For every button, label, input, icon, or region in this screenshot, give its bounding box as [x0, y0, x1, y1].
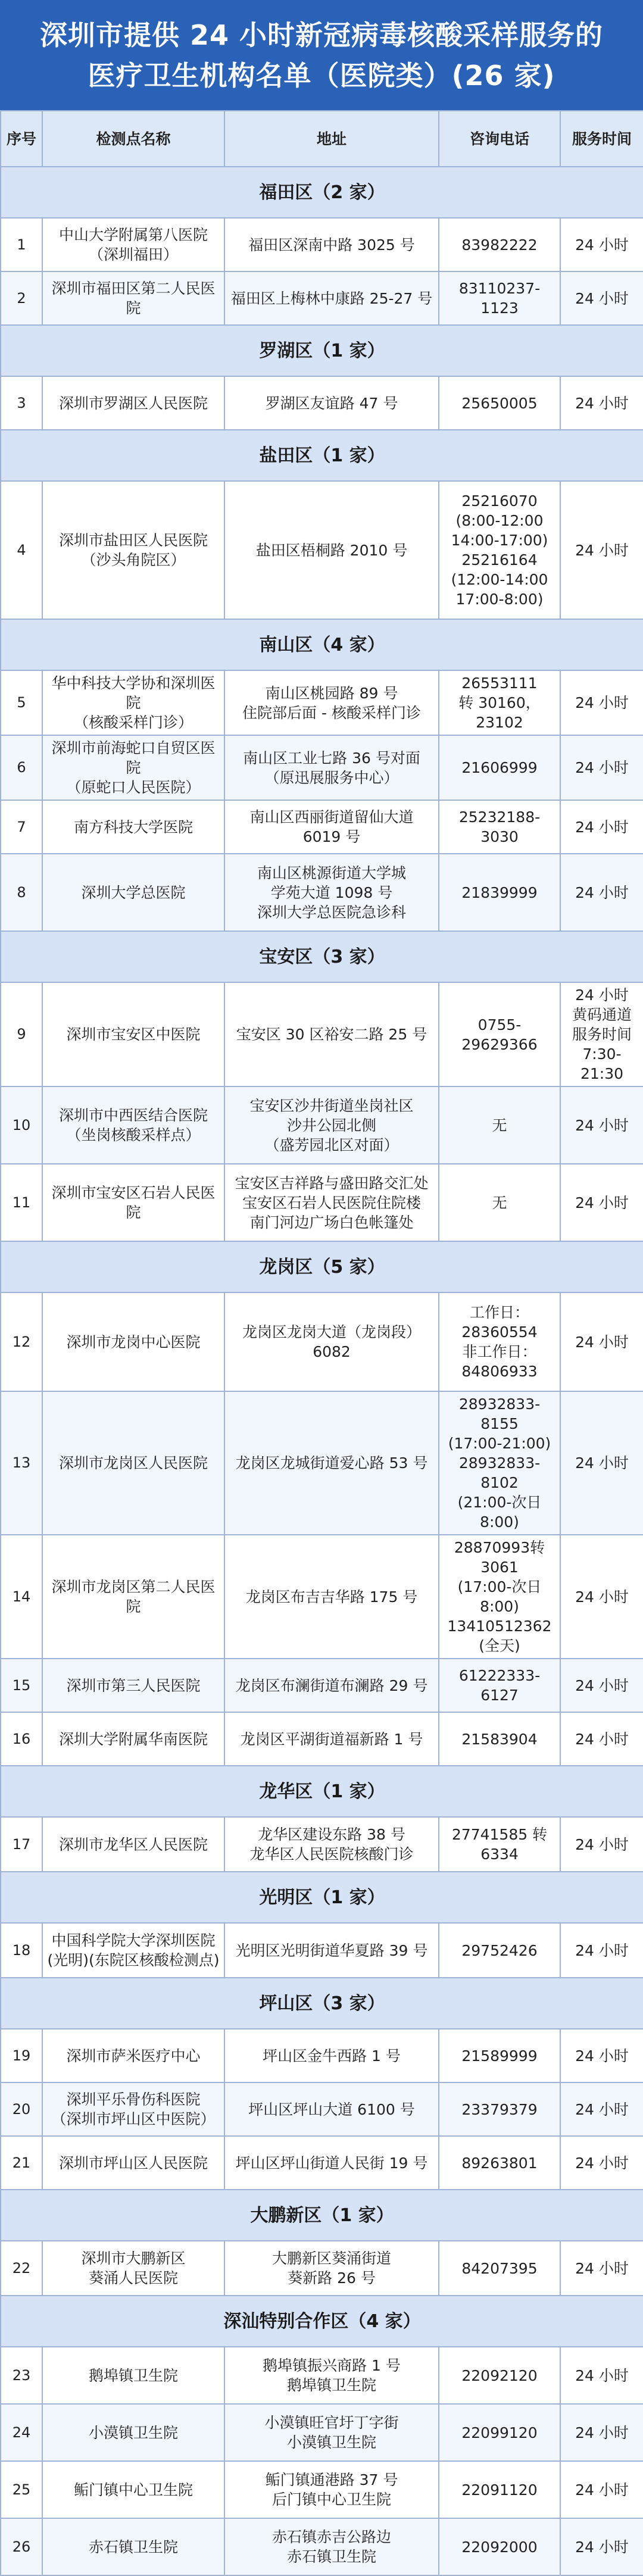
site-phone: 工作日： 28360554 非工作日： 84806933 — [439, 1292, 560, 1391]
site-name: 深圳平乐骨伤科医院 （深圳市坪山区中医院） — [42, 2082, 224, 2136]
header-address: 地址 — [224, 111, 439, 167]
row-index: 11 — [1, 1164, 42, 1241]
header-index: 序号 — [1, 111, 42, 167]
site-address: 龙岗区布澜街道布澜路 29 号 — [224, 1659, 439, 1712]
site-name: 中国科学院大学深圳医院 (光明)(东院区核酸检测点) — [42, 1923, 224, 1978]
header-phone: 咨询电话 — [439, 111, 560, 167]
table-row — [1, 854, 643, 931]
row-index: 20 — [1, 2082, 42, 2136]
site-phone: 83982222 — [439, 218, 560, 271]
row-index: 1 — [1, 218, 42, 271]
site-address: 龙岗区龙城街道爱心路 53 号 — [224, 1391, 439, 1535]
site-name: 深圳市坪山区人民医院 — [42, 2136, 224, 2190]
site-name: 深圳市福田区第二人民医院 — [42, 271, 224, 325]
district-label: 盐田区（1 家） — [1, 430, 643, 481]
site-name: 深圳市宝安区中医院 — [42, 982, 224, 1086]
row-index: 6 — [1, 735, 42, 800]
table-row — [1, 376, 643, 430]
site-phone: 84207395 — [439, 2241, 560, 2296]
service-time: 24 小时 — [560, 670, 643, 735]
district-label: 光明区（1 家） — [1, 1872, 643, 1923]
site-address: 福田区深南中路 3025 号 — [224, 218, 439, 271]
site-address: 宝安区沙井街道坐岗社区 沙井公园北侧 （盛芳园北区对面） — [224, 1086, 439, 1164]
site-phone: 21839999 — [439, 854, 560, 931]
service-time: 24 小时 — [560, 376, 643, 430]
site-address: 坪山区坪山街道人民街 19 号 — [224, 2136, 439, 2190]
site-address: 南山区工业七路 36 号对面 （原迅展服务中心） — [224, 735, 439, 800]
service-time: 24 小时 — [560, 2082, 643, 2136]
service-time: 24 小时 — [560, 735, 643, 800]
service-time: 24 小时 — [560, 2404, 643, 2461]
site-address: 大鹏新区葵涌街道 葵新路 26 号 — [224, 2241, 439, 2296]
row-index: 12 — [1, 1292, 42, 1391]
district-label: 深汕特别合作区（4 家） — [1, 2296, 643, 2347]
service-time: 24 小时 — [560, 1659, 643, 1712]
district-row — [1, 2296, 643, 2347]
site-phone: 28932833-8155 (17:00-21:00) 28932833-8102 (21:00-次日8:00) — [439, 1391, 560, 1535]
title-banner — [0, 0, 643, 110]
district-row — [1, 619, 643, 670]
site-phone: 21583904 — [439, 1712, 560, 1766]
table-row — [1, 1659, 643, 1712]
site-phone: 无 — [439, 1086, 560, 1164]
site-address: 坪山区金牛西路 1 号 — [224, 2029, 439, 2082]
row-index: 15 — [1, 1659, 42, 1712]
service-time: 24 小时 — [560, 1712, 643, 1766]
site-phone: 22092000 — [439, 2518, 560, 2575]
service-time: 24 小时 — [560, 218, 643, 271]
site-name: 赤石镇卫生院 — [42, 2518, 224, 2575]
row-index: 22 — [1, 2241, 42, 2296]
table-row — [1, 271, 643, 325]
site-name: 深圳市中西医结合医院 （坐岗核酸采样点） — [42, 1086, 224, 1164]
service-time: 24 小时 — [560, 1923, 643, 1978]
district-row — [1, 931, 643, 982]
site-name: 深圳市盐田区人民医院 （沙头角院区） — [42, 481, 224, 619]
table-row — [1, 2241, 643, 2296]
table-row — [1, 1086, 643, 1164]
table-row — [1, 2136, 643, 2190]
site-address: 罗湖区友谊路 47 号 — [224, 376, 439, 430]
district-row — [1, 2190, 643, 2241]
row-index: 24 — [1, 2404, 42, 2461]
service-time: 24 小时 — [560, 481, 643, 619]
site-address: 鹅埠镇振兴商路 1 号 鹅埠镇卫生院 — [224, 2347, 439, 2404]
site-address: 龙华区建设东路 38 号 龙华区人民医院核酸门诊 — [224, 1817, 439, 1872]
header-row — [1, 111, 643, 167]
row-index: 17 — [1, 1817, 42, 1872]
service-time: 24 小时 — [560, 2029, 643, 2082]
table-row — [1, 1391, 643, 1535]
site-address: 鲘门镇通港路 37 号 后门镇中心卫生院 — [224, 2461, 439, 2518]
table-row — [1, 670, 643, 735]
table-row — [1, 2347, 643, 2404]
district-row — [1, 1978, 643, 2029]
district-row — [1, 1241, 643, 1292]
service-time: 24 小时 — [560, 2461, 643, 2518]
site-phone: 25216070 (8:00-12:00 14:00-17:00) 25216164 (12:00-14:00 17:00-8:00) — [439, 481, 560, 619]
title-line-2: 医疗卫生机构名单（医院类）(26 家) — [88, 59, 555, 92]
site-name: 深圳大学附属华南医院 — [42, 1712, 224, 1766]
row-index: 16 — [1, 1712, 42, 1766]
site-name: 鹅埠镇卫生院 — [42, 2347, 224, 2404]
row-index: 18 — [1, 1923, 42, 1978]
site-phone: 21589999 — [439, 2029, 560, 2082]
row-index: 7 — [1, 800, 42, 854]
service-time: 24 小时 — [560, 854, 643, 931]
row-index: 3 — [1, 376, 42, 430]
row-index: 23 — [1, 2347, 42, 2404]
service-time: 24 小时 黄码通道 服务时间 7:30-21:30 — [560, 982, 643, 1086]
site-phone: 29752426 — [439, 1923, 560, 1978]
row-index: 14 — [1, 1535, 42, 1659]
site-phone: 22099120 — [439, 2404, 560, 2461]
site-phone: 27741585 转 6334 — [439, 1817, 560, 1872]
site-address: 光明区光明街道华夏路 39 号 — [224, 1923, 439, 1978]
site-phone: 89263801 — [439, 2136, 560, 2190]
table-row — [1, 1923, 643, 1978]
site-address: 赤石镇赤吉公路边 赤石镇卫生院 — [224, 2518, 439, 2575]
site-address: 龙岗区平湖街道福新路 1 号 — [224, 1712, 439, 1766]
table-row — [1, 800, 643, 854]
site-phone: 28870993转3061 (17:00-次日8:00) 13410512362 (全天) — [439, 1535, 560, 1659]
site-phone: 22091120 — [439, 2461, 560, 2518]
site-name: 深圳市萨米医疗中心 — [42, 2029, 224, 2082]
table-row — [1, 735, 643, 800]
site-phone: 无 — [439, 1164, 560, 1241]
site-phone: 23379379 — [439, 2082, 560, 2136]
site-address: 南山区桃园路 89 号 住院部后面 - 核酸采样门诊 — [224, 670, 439, 735]
district-label: 大鹏新区（1 家） — [1, 2190, 643, 2241]
district-label: 龙华区（1 家） — [1, 1766, 643, 1817]
table-row — [1, 1535, 643, 1659]
table-row — [1, 218, 643, 271]
row-index: 19 — [1, 2029, 42, 2082]
district-label: 宝安区（3 家） — [1, 931, 643, 982]
site-phone: 25650005 — [439, 376, 560, 430]
site-phone: 26553111 转 30160，23102 — [439, 670, 560, 735]
row-index: 2 — [1, 271, 42, 325]
service-time: 24 小时 — [560, 2518, 643, 2575]
header-name: 检测点名称 — [42, 111, 224, 167]
row-index: 9 — [1, 982, 42, 1086]
table-row — [1, 1817, 643, 1872]
table-row — [1, 1292, 643, 1391]
district-row — [1, 1766, 643, 1817]
site-address: 宝安区吉祥路与盛田路交汇处 宝安区石岩人民医院住院楼 南门河边广场白色帐篷处 — [224, 1164, 439, 1241]
site-phone: 25232188-3030 — [439, 800, 560, 854]
site-address: 小漠镇旺官圩丁字街 小漠镇卫生院 — [224, 2404, 439, 2461]
district-label: 福田区（2 家） — [1, 167, 643, 218]
table-row — [1, 982, 643, 1086]
table-body — [1, 167, 643, 2575]
service-time: 24 小时 — [560, 800, 643, 854]
table-row — [1, 1712, 643, 1766]
row-index: 4 — [1, 481, 42, 619]
row-index: 25 — [1, 2461, 42, 2518]
site-address: 福田区上梅林中康路 25-27 号 — [224, 271, 439, 325]
service-time: 24 小时 — [560, 1292, 643, 1391]
site-phone: 61222333-6127 — [439, 1659, 560, 1712]
site-name: 南方科技大学医院 — [42, 800, 224, 854]
row-index: 21 — [1, 2136, 42, 2190]
district-row — [1, 167, 643, 218]
district-label: 龙岗区（5 家） — [1, 1241, 643, 1292]
site-address: 龙岗区龙岗大道（龙岗段）6082 — [224, 1292, 439, 1391]
table-row — [1, 2461, 643, 2518]
district-row — [1, 325, 643, 376]
site-name: 深圳大学总医院 — [42, 854, 224, 931]
site-name: 深圳市第三人民医院 — [42, 1659, 224, 1712]
site-phone: 83110237-1123 — [439, 271, 560, 325]
table-row — [1, 2082, 643, 2136]
site-address: 南山区桃源街道大学城 学苑大道 1098 号 深圳大学总医院急诊科 — [224, 854, 439, 931]
table-row — [1, 2029, 643, 2082]
service-time: 24 小时 — [560, 1164, 643, 1241]
site-name: 深圳市前海蛇口自贸区医院 （原蛇口人民医院） — [42, 735, 224, 800]
site-name: 深圳市龙岗区第二人民医院 — [42, 1535, 224, 1659]
row-index: 8 — [1, 854, 42, 931]
service-time: 24 小时 — [560, 1817, 643, 1872]
table-row — [1, 1164, 643, 1241]
row-index: 10 — [1, 1086, 42, 1164]
district-label: 南山区（4 家） — [1, 619, 643, 670]
table-row — [1, 481, 643, 619]
district-label: 坪山区（3 家） — [1, 1978, 643, 2029]
site-name: 深圳市罗湖区人民医院 — [42, 376, 224, 430]
hospital-table — [0, 110, 643, 2576]
site-phone: 21606999 — [439, 735, 560, 800]
site-name: 华中科技大学协和深圳医院 （核酸采样门诊） — [42, 670, 224, 735]
header-time: 服务时间 — [560, 111, 643, 167]
site-name: 鲘门镇中心卫生院 — [42, 2461, 224, 2518]
service-time: 24 小时 — [560, 2136, 643, 2190]
row-index: 5 — [1, 670, 42, 735]
district-row — [1, 1872, 643, 1923]
row-index: 13 — [1, 1391, 42, 1535]
service-time: 24 小时 — [560, 1391, 643, 1535]
site-address: 盐田区梧桐路 2010 号 — [224, 481, 439, 619]
service-time: 24 小时 — [560, 1086, 643, 1164]
title-line-1: 深圳市提供 24 小时新冠病毒核酸采样服务的 — [39, 18, 604, 51]
site-name: 深圳市龙华区人民医院 — [42, 1817, 224, 1872]
district-label: 罗湖区（1 家） — [1, 325, 643, 376]
site-address: 龙岗区布吉吉华路 175 号 — [224, 1535, 439, 1659]
service-time: 24 小时 — [560, 1535, 643, 1659]
site-name: 深圳市龙岗中心医院 — [42, 1292, 224, 1391]
site-phone: 0755-29629366 — [439, 982, 560, 1086]
service-time: 24 小时 — [560, 2241, 643, 2296]
table-row — [1, 2404, 643, 2461]
site-phone: 22092120 — [439, 2347, 560, 2404]
site-address: 坪山区坪山大道 6100 号 — [224, 2082, 439, 2136]
site-name: 深圳市宝安区石岩人民医院 — [42, 1164, 224, 1241]
service-time: 24 小时 — [560, 271, 643, 325]
site-name: 小漠镇卫生院 — [42, 2404, 224, 2461]
service-time: 24 小时 — [560, 2347, 643, 2404]
site-address: 宝安区 30 区裕安二路 25 号 — [224, 982, 439, 1086]
row-index: 26 — [1, 2518, 42, 2575]
site-address: 南山区西丽街道留仙大道 6019 号 — [224, 800, 439, 854]
site-name: 深圳市龙岗区人民医院 — [42, 1391, 224, 1535]
site-name: 深圳市大鹏新区 葵涌人民医院 — [42, 2241, 224, 2296]
district-row — [1, 430, 643, 481]
table-row — [1, 2518, 643, 2575]
site-name: 中山大学附属第八医院 （深圳福田） — [42, 218, 224, 271]
